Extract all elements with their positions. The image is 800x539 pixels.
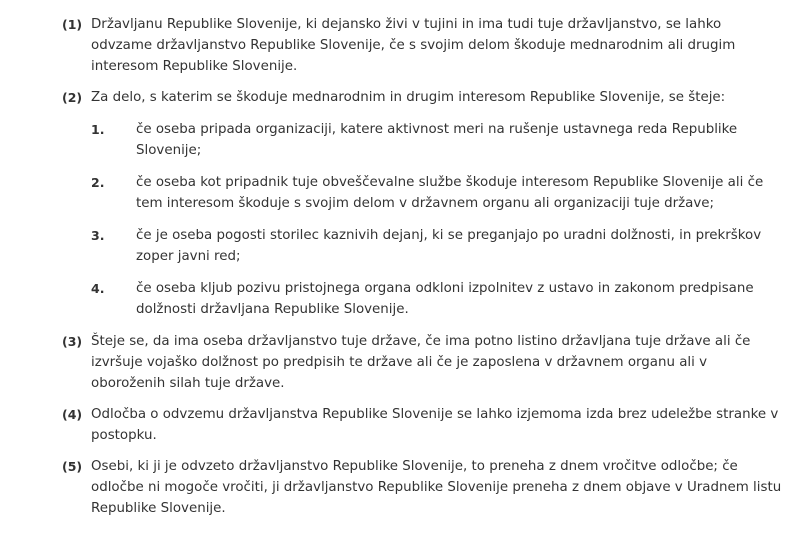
paragraph-4 [62, 404, 782, 446]
item-list [91, 119, 782, 320]
item-number: 2. [91, 175, 105, 190]
paragraph-text: Za delo, s katerim se škoduje mednarodnim in drugim interesom Republike Slovenije, se šteje: [91, 90, 726, 105]
paragraph-number: (4) [62, 407, 83, 422]
paragraph-number: (5) [62, 459, 83, 474]
item-text: če oseba pripada organizaciji, katere aktivnost meri na rušenje ustavnega reda Republike Slovenije; [136, 122, 738, 158]
item-text: če je oseba pogosti storilec kaznivih dejanj, ki se preganjajo po uradni dolžnosti, in prekrškov zoper javni red; [136, 228, 762, 264]
law-article [62, 14, 782, 529]
paragraph-text: Odločba o odvzemu državljanstva Republike Slovenije se lahko izjemoma izda brez udeležbe stranke v postopku. [91, 407, 779, 443]
paragraph-5 [62, 456, 782, 519]
list-item-4 [91, 278, 782, 320]
paragraph-text: Državljanu Republike Slovenije, ki dejansko živi v tujini in ima tudi tuje državljanstvo, se lahko odvzame državljanstvo Republike Slovenije, če s svojim delom škoduje mednarodnim ali drugim interesom Republike Slovenije. [91, 17, 736, 74]
item-number: 1. [91, 122, 105, 137]
paragraph-text: Osebi, ki ji je odvzeto državljanstvo Republike Slovenije, to preneha z dnem vročitve odločbe; če odločbe ni mogoče vročiti, ji državljanstvo Republike Slovenije preneha z dnem objave v Uradnem listu Republike Slovenije. [91, 459, 782, 516]
list-item-2 [91, 172, 782, 214]
item-text: če oseba kljub pozivu pristojnega organa odkloni izpolnitev z ustavo in zakonom predpisane dolžnosti državljana Republike Slovenije. [136, 281, 754, 317]
paragraph-number: (3) [62, 334, 83, 349]
item-number: 3. [91, 228, 105, 243]
list-item-3 [91, 225, 782, 267]
item-number: 4. [91, 281, 105, 296]
paragraph-body [91, 87, 782, 321]
paragraph-1 [62, 14, 782, 77]
paragraph-3 [62, 331, 782, 394]
paragraph-text: Šteje se, da ima oseba državljanstvo tuje države, če ima potno listino državljana tuje države ali če izvršuje vojaško dolžnost po predpisih te države ali če je zaposlena v državnem organu ali v oboroženih silah tuje države. [91, 334, 751, 391]
paragraph-2 [62, 87, 782, 321]
paragraph-number: (2) [62, 90, 83, 105]
paragraph-number: (1) [62, 17, 83, 32]
item-text: če oseba kot pripadnik tuje obveščevalne službe škoduje interesom Republike Slovenije ali če tem interesom škoduje s svojim delom v državnem organu ali organizaciji tuje države; [136, 175, 764, 211]
list-item-1 [91, 119, 782, 161]
